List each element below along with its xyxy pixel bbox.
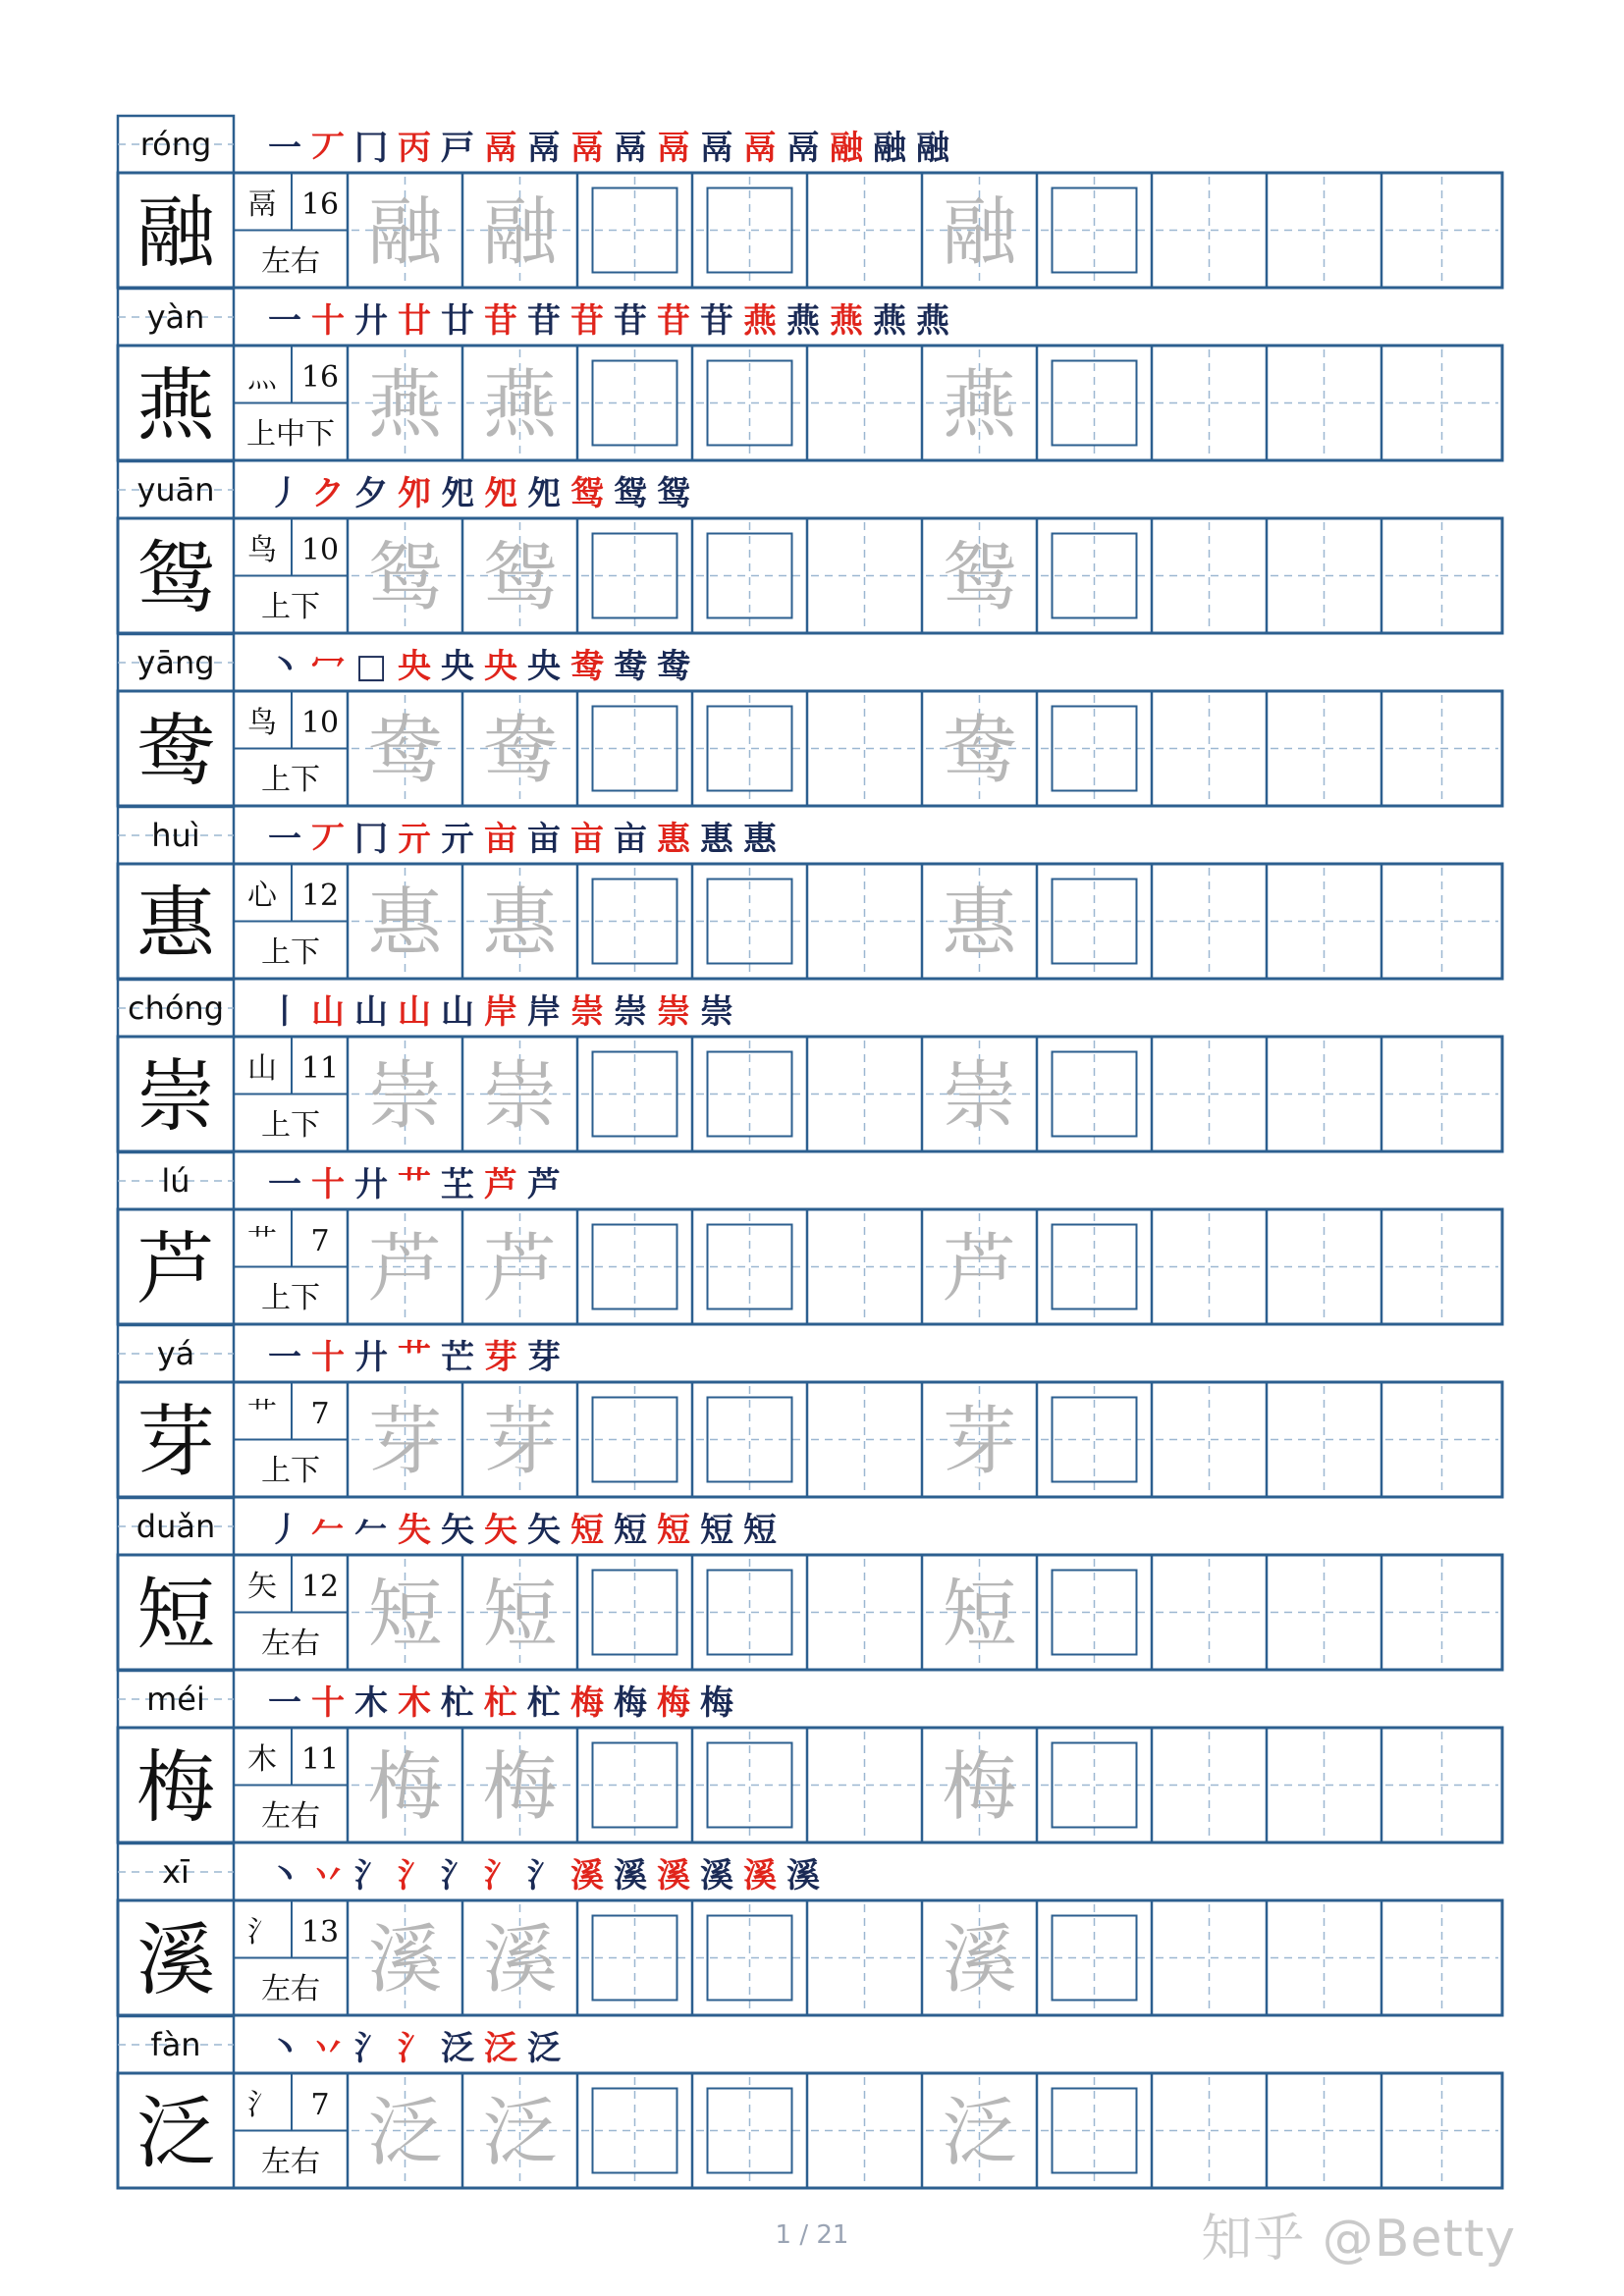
stroke-step: 𠂉 — [354, 1511, 388, 1550]
stroke-step: 惠 — [700, 820, 733, 859]
stroke-step: 夗 — [441, 474, 474, 513]
radical-label: 鸟 — [247, 706, 277, 740]
radical-label: 氵 — [247, 1915, 277, 1949]
radical-label: 矢 — [247, 1570, 277, 1604]
stroke-step: 泛 — [527, 2029, 561, 2068]
stroke-step: 央 — [398, 647, 431, 686]
structure-label: 上中下 — [246, 417, 335, 452]
stroke-step: 燕 — [916, 301, 949, 341]
stroke-step: 崇 — [700, 992, 733, 1032]
model-character: 燕 — [136, 359, 215, 452]
structure-label: 左右 — [261, 244, 320, 279]
stroke-step: 溪 — [657, 1856, 690, 1896]
stroke-step: 夕 — [354, 474, 388, 513]
stroke-step: 芒 — [441, 1338, 474, 1377]
stroke-step: 氵 — [484, 1856, 517, 1896]
stroke-step: 廿 — [441, 301, 474, 341]
stroke-count: 10 — [300, 706, 340, 740]
model-character: 溪 — [136, 1914, 215, 2006]
trace-character: 溪 — [942, 1915, 1017, 2003]
radical-label: 木 — [247, 1742, 277, 1777]
pinyin-label: huì — [151, 817, 200, 854]
stroke-step: 氵 — [441, 1856, 474, 1896]
radical-label: 艹 — [247, 1224, 277, 1258]
trace-character: 鸳 — [482, 533, 558, 621]
stroke-step: 艹 — [398, 1165, 431, 1204]
stroke-step: 丷 — [311, 1856, 345, 1896]
trace-character: 鸯 — [482, 706, 558, 794]
structure-label: 左右 — [261, 1799, 320, 1834]
structure-label: 左右 — [261, 1627, 320, 1661]
stroke-step: 鸯 — [657, 647, 690, 686]
stroke-step: 夗 — [527, 474, 561, 513]
stroke-step: 丷 — [311, 2029, 345, 2068]
stroke-step: 矢 — [484, 1511, 517, 1550]
trace-character: 鸳 — [367, 533, 443, 621]
model-character: 崇 — [136, 1050, 215, 1143]
stroke-step: 鬲 — [484, 129, 517, 168]
stroke-step: 失 — [398, 1511, 431, 1550]
stroke-step: 泛 — [484, 2029, 517, 2068]
stroke-step: 廾 — [354, 301, 388, 341]
stroke-step: 冂 — [354, 129, 388, 168]
stroke-step: 短 — [657, 1511, 690, 1550]
structure-label: 上下 — [261, 935, 320, 970]
trace-character: 短 — [942, 1570, 1017, 1658]
trace-character: 崇 — [367, 1051, 443, 1140]
stroke-step: 鬲 — [570, 129, 604, 168]
stroke-step: 亩 — [527, 820, 561, 859]
trace-character: 芦 — [367, 1224, 443, 1312]
pinyin-label: yàn — [146, 298, 205, 336]
watermark: 知乎 @Betty — [1201, 2210, 1516, 2269]
structure-label: 上下 — [261, 1454, 320, 1488]
stroke-count: 13 — [300, 1915, 340, 1949]
stroke-step: 梅 — [570, 1683, 604, 1723]
radical-label: 艹 — [247, 1397, 277, 1431]
radical-label: 山 — [247, 1051, 277, 1086]
model-character: 鸯 — [136, 705, 215, 797]
trace-character: 溪 — [482, 1915, 558, 2003]
trace-character: 燕 — [942, 360, 1017, 449]
stroke-step: 燕 — [830, 301, 863, 341]
structure-label: 上下 — [261, 763, 320, 797]
stroke-step: 央 — [484, 647, 517, 686]
stroke-step: 梅 — [614, 1683, 647, 1723]
stroke-step: 鸯 — [614, 647, 647, 686]
stroke-step: 融 — [873, 129, 906, 168]
stroke-step: 苷 — [570, 301, 604, 341]
stroke-step: 溪 — [700, 1856, 733, 1896]
stroke-step: 燕 — [743, 301, 777, 341]
stroke-step: 短 — [570, 1511, 604, 1550]
trace-character: 鸯 — [942, 706, 1017, 794]
model-character: 梅 — [136, 1741, 215, 1834]
trace-character: 短 — [482, 1570, 558, 1658]
stroke-step: 矢 — [441, 1511, 474, 1550]
model-character: 芦 — [136, 1223, 215, 1315]
structure-label: 左右 — [261, 1972, 320, 2006]
model-character: 融 — [136, 187, 215, 279]
radical-label: 心 — [247, 879, 277, 913]
stroke-step: 梅 — [657, 1683, 690, 1723]
trace-character: 泛 — [482, 2088, 558, 2176]
stroke-step: 溪 — [614, 1856, 647, 1896]
stroke-step: 亓 — [441, 820, 474, 859]
stroke-step: 十 — [311, 1338, 345, 1377]
stroke-step: 山 — [354, 992, 388, 1032]
stroke-step: 鸳 — [570, 474, 604, 513]
stroke-step: 十 — [311, 1683, 345, 1723]
stroke-step: 融 — [830, 129, 863, 168]
stroke-step: 一 — [268, 1165, 301, 1204]
stroke-step: 十 — [311, 1165, 345, 1204]
stroke-step: 央 — [441, 647, 474, 686]
stroke-count: 11 — [300, 1742, 340, 1777]
trace-character: 泛 — [367, 2088, 443, 2176]
stroke-step: ク — [311, 474, 345, 513]
trace-character: 泛 — [942, 2088, 1017, 2176]
stroke-step: 鸳 — [657, 474, 690, 513]
stroke-step: 廿 — [398, 301, 431, 341]
stroke-count: 10 — [300, 533, 340, 567]
radical-label: 氵 — [247, 2088, 277, 2122]
stroke-step: 亩 — [484, 820, 517, 859]
structure-label: 上下 — [261, 1108, 320, 1143]
model-character: 泛 — [136, 2087, 215, 2179]
stroke-step: 一 — [268, 820, 301, 859]
stroke-step: 苷 — [657, 301, 690, 341]
model-character: 鸳 — [136, 532, 215, 624]
structure-label: 上下 — [261, 590, 320, 624]
stroke-step: 芏 — [441, 1165, 474, 1204]
stroke-step: 艹 — [398, 1338, 431, 1377]
trace-character: 燕 — [482, 360, 558, 449]
pinyin-label: yāng — [136, 644, 215, 681]
pinyin-label: yuān — [136, 471, 215, 508]
stroke-step: 杧 — [484, 1683, 517, 1723]
stroke-step: 十 — [311, 301, 345, 341]
stroke-step: 溪 — [786, 1856, 820, 1896]
stroke-step: 岸 — [484, 992, 517, 1032]
stroke-step: 溪 — [743, 1856, 777, 1896]
stroke-step: 鬲 — [614, 129, 647, 168]
pinyin-label: lú — [161, 1162, 190, 1200]
stroke-step: 梅 — [700, 1683, 733, 1723]
trace-character: 融 — [367, 187, 443, 276]
stroke-step: 融 — [916, 129, 949, 168]
stroke-step: 氵 — [398, 2029, 431, 2068]
stroke-count: 16 — [300, 360, 340, 395]
stroke-step: 冖 — [311, 647, 345, 686]
stroke-step: 苷 — [700, 301, 733, 341]
stroke-step: 亓 — [398, 820, 431, 859]
trace-character: 崇 — [482, 1051, 558, 1140]
stroke-step: 夘 — [398, 474, 431, 513]
stroke-step: 鸳 — [614, 474, 647, 513]
stroke-step: 亩 — [570, 820, 604, 859]
stroke-step: 惠 — [743, 820, 777, 859]
stroke-step: 丶 — [268, 647, 301, 686]
stroke-step: 一 — [268, 301, 301, 341]
stroke-step: 芽 — [527, 1338, 561, 1377]
stroke-step: 崇 — [657, 992, 690, 1032]
stroke-count: 11 — [300, 1051, 340, 1086]
stroke-step: 鬲 — [700, 129, 733, 168]
pinyin-label: chóng — [127, 989, 225, 1027]
stroke-step: 廾 — [354, 1165, 388, 1204]
stroke-step: 山 — [311, 992, 345, 1032]
trace-character: 溪 — [367, 1915, 443, 2003]
stroke-step: 戸 — [441, 129, 474, 168]
pinyin-label: fàn — [150, 2026, 201, 2063]
stroke-step: 丨 — [268, 992, 301, 1032]
stroke-step: 鬲 — [743, 129, 777, 168]
pinyin-label: róng — [139, 126, 212, 163]
stroke-step: 芦 — [527, 1165, 561, 1204]
stroke-step: 亩 — [614, 820, 647, 859]
stroke-step: 芽 — [484, 1338, 517, 1377]
stroke-count: 7 — [310, 1224, 330, 1258]
trace-character: 燕 — [367, 360, 443, 449]
trace-character: 梅 — [367, 1742, 443, 1831]
stroke-step: 丙 — [398, 129, 431, 168]
radical-label: 鸟 — [247, 533, 277, 567]
stroke-step: 泛 — [441, 2029, 474, 2068]
stroke-step: 短 — [743, 1511, 777, 1550]
stroke-step: 矢 — [527, 1511, 561, 1550]
stroke-step: 丆 — [311, 820, 345, 859]
stroke-count: 7 — [310, 2088, 330, 2122]
stroke-step: 惠 — [657, 820, 690, 859]
stroke-step: 鬲 — [527, 129, 561, 168]
structure-label: 左右 — [261, 2145, 320, 2179]
stroke-step: 丶 — [268, 1856, 301, 1896]
stroke-step: 溪 — [570, 1856, 604, 1896]
trace-character: 鸯 — [367, 706, 443, 794]
stroke-step: 鬲 — [786, 129, 820, 168]
stroke-step: 氵 — [527, 1856, 561, 1896]
model-character: 惠 — [136, 878, 215, 970]
stroke-step: 苷 — [527, 301, 561, 341]
stroke-step: 燕 — [873, 301, 906, 341]
stroke-step: 丿 — [268, 1511, 301, 1550]
model-character: 芽 — [136, 1396, 215, 1488]
stroke-step: 鸯 — [570, 647, 604, 686]
model-character: 短 — [136, 1569, 215, 1661]
stroke-step: 杧 — [527, 1683, 561, 1723]
trace-character: 梅 — [942, 1742, 1017, 1831]
trace-character: 鸳 — [942, 533, 1017, 621]
stroke-step: 杧 — [441, 1683, 474, 1723]
stroke-step: □ — [354, 647, 388, 686]
stroke-step: 丿 — [268, 474, 301, 513]
stroke-step: 芦 — [484, 1165, 517, 1204]
trace-character: 短 — [367, 1570, 443, 1658]
trace-character: 融 — [942, 187, 1017, 276]
trace-character: 梅 — [482, 1742, 558, 1831]
stroke-step: 一 — [268, 1338, 301, 1377]
stroke-step: 木 — [354, 1683, 388, 1723]
trace-character: 惠 — [367, 879, 443, 967]
stroke-step: 山 — [398, 992, 431, 1032]
stroke-step: 𠂉 — [311, 1511, 345, 1550]
stroke-step: 氵 — [354, 2029, 388, 2068]
trace-character: 芽 — [367, 1397, 443, 1485]
stroke-step: 夗 — [484, 474, 517, 513]
stroke-step: 氵 — [354, 1856, 388, 1896]
stroke-step: 木 — [398, 1683, 431, 1723]
stroke-step: 崇 — [570, 992, 604, 1032]
trace-character: 惠 — [482, 879, 558, 967]
pinyin-label: duǎn — [135, 1508, 216, 1545]
pinyin-label: xī — [162, 1853, 189, 1891]
trace-character: 融 — [482, 187, 558, 276]
stroke-step: 鬲 — [657, 129, 690, 168]
stroke-step: 山 — [441, 992, 474, 1032]
stroke-step: 冂 — [354, 820, 388, 859]
stroke-step: 崇 — [614, 992, 647, 1032]
trace-character: 崇 — [942, 1051, 1017, 1140]
stroke-step: 廾 — [354, 1338, 388, 1377]
stroke-count: 7 — [310, 1397, 330, 1431]
pinyin-label: méi — [146, 1681, 205, 1718]
trace-character: 芽 — [482, 1397, 558, 1485]
stroke-step: 苷 — [484, 301, 517, 341]
stroke-step: 岸 — [527, 992, 561, 1032]
stroke-step: 苷 — [614, 301, 647, 341]
stroke-step: 燕 — [786, 301, 820, 341]
stroke-step: 央 — [527, 647, 561, 686]
trace-character: 芽 — [942, 1397, 1017, 1485]
stroke-step: 丆 — [311, 129, 345, 168]
stroke-count: 16 — [300, 187, 340, 222]
trace-character: 芦 — [942, 1224, 1017, 1312]
stroke-step: 短 — [614, 1511, 647, 1550]
stroke-step: 短 — [700, 1511, 733, 1550]
radical-label: 鬲 — [247, 187, 277, 222]
trace-character: 芦 — [482, 1224, 558, 1312]
stroke-step: 一 — [268, 1683, 301, 1723]
radical-label: 灬 — [247, 360, 277, 395]
structure-label: 上下 — [261, 1281, 320, 1315]
stroke-step: 氵 — [398, 1856, 431, 1896]
trace-character: 惠 — [942, 879, 1017, 967]
stroke-step: 一 — [268, 129, 301, 168]
pinyin-label: yá — [156, 1335, 195, 1372]
stroke-count: 12 — [300, 1570, 340, 1604]
stroke-step: 丶 — [268, 2029, 301, 2068]
page-number: 1 / 21 — [775, 2220, 849, 2250]
stroke-count: 12 — [300, 879, 340, 913]
